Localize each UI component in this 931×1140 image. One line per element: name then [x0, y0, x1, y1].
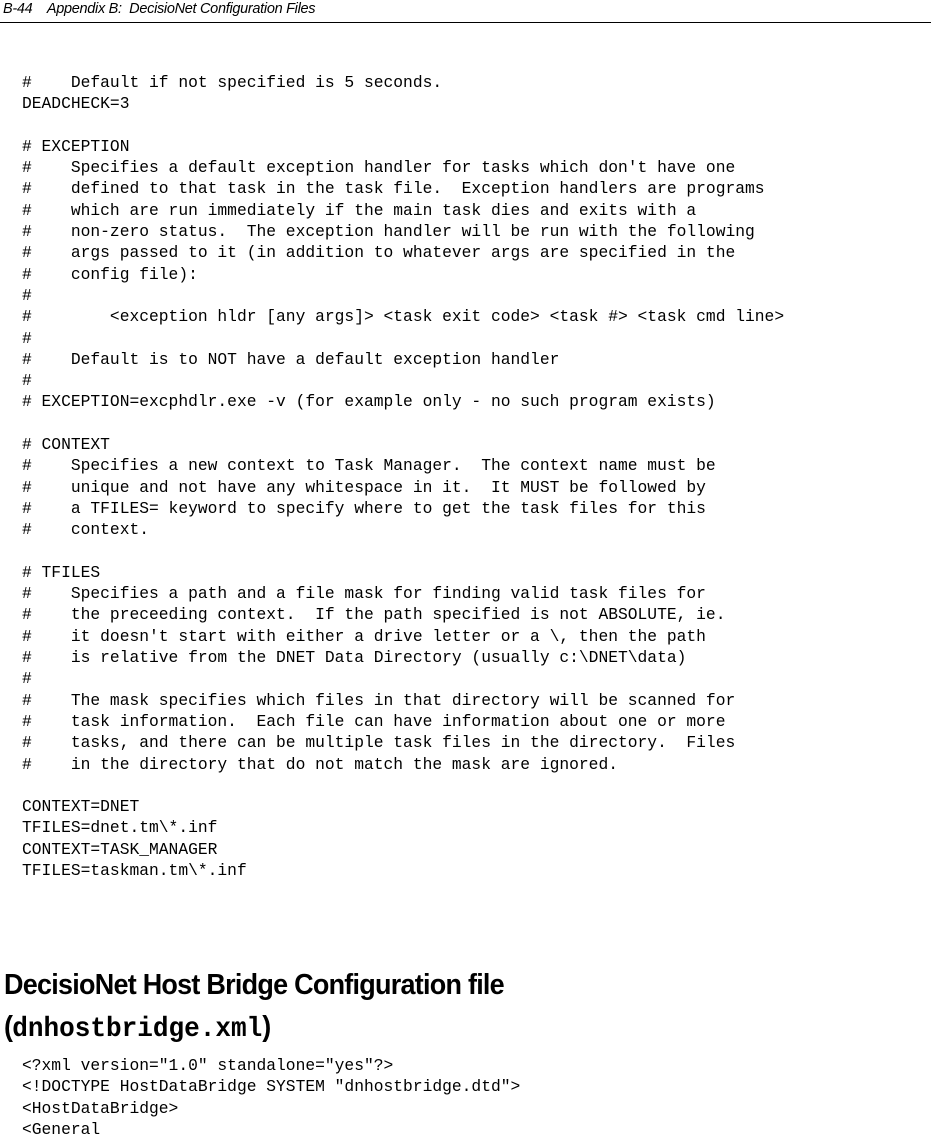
heading-filename-line [4, 1006, 504, 1051]
config-line: # [22, 669, 32, 689]
config-line: # [22, 371, 32, 391]
config-line: TFILES=taskman.tm\*.inf [22, 860, 247, 880]
xml-line: <HostDataBridge> [22, 1098, 179, 1118]
config-line: # CONTEXT [22, 435, 110, 455]
chapter-title: Appendix B: DecisioNet Configuration Files [46, 1, 316, 17]
config-line [22, 115, 784, 136]
config-line: # Specifies a default exception handler for tasks which don't have one [22, 158, 736, 178]
xml-line: <!DOCTYPE HostDataBridge SYSTEM "dnhostbridge.dtd"> [22, 1077, 521, 1097]
config-line: # tasks, and there can be multiple task files in the directory. Files [22, 733, 736, 753]
config-line: # defined to that task in the task file. Exception handlers are programs [22, 179, 765, 199]
config-line [22, 413, 784, 434]
config-line: # a TFILES= keyword to specify where to get the task files for this [22, 498, 706, 518]
xml-line: <?xml version="1.0" standalone="yes"?> [22, 1056, 394, 1075]
heading-title: DecisioNet Host Bridge Configuration file [4, 969, 504, 1001]
config-line: # args passed to it (in addition to whatever args are specified in the [22, 243, 736, 263]
config-line: # it doesn't start with either a drive letter or a \, then the path [22, 626, 706, 646]
config-line: TFILES=dnet.tm\*.inf [22, 818, 218, 838]
config-line: # context. [22, 520, 150, 540]
xml-file-listing [22, 1055, 520, 1140]
config-line: # the preceeding context. If the path specified is not ABSOLUTE, ie. [22, 605, 726, 625]
config-line: # config file): [22, 264, 198, 284]
heading-filename: dnhostbridge.xml [12, 1014, 263, 1045]
config-line: # in the directory that do not match the mask are ignored. [22, 754, 618, 774]
page-header [0, 0, 931, 23]
config-line: DEADCHECK=3 [22, 94, 130, 114]
config-line: # Default is to NOT have a default exception handler [22, 349, 560, 369]
config-line: # The mask specifies which files in that directory will be scanned for [22, 690, 736, 710]
config-line: # EXCEPTION=excphdlr.exe -v (for example only - no such program exists) [22, 392, 716, 412]
config-line: CONTEXT=DNET [22, 797, 140, 817]
config-line: # Specifies a new context to Task Manager. The context name must be [22, 456, 716, 476]
config-line: # TFILES [22, 562, 101, 582]
page-number: B-44 [3, 1, 33, 17]
xml-line: <General [22, 1119, 101, 1139]
config-line: # <exception hldr [any args]> <task exit code> <task #> <task cmd line> [22, 307, 785, 327]
config-line: # Default if not specified is 5 seconds. [22, 73, 443, 92]
header-text [3, 0, 315, 18]
config-line: # [22, 285, 32, 305]
config-line: # Specifies a path and a file mask for finding valid task files for [22, 584, 706, 604]
config-line: # is relative from the DNET Data Directory (usually c:\DNET\data) [22, 648, 687, 668]
config-line: CONTEXT=TASK_MANAGER [22, 839, 218, 859]
config-line: # [22, 328, 32, 348]
section-heading [4, 964, 504, 1051]
config-line: # which are run immediately if the main task dies and exits with a [22, 200, 697, 220]
config-file-listing [22, 72, 784, 881]
config-line [22, 541, 784, 562]
config-line: # unique and not have any whitespace in it. It MUST be followed by [22, 477, 706, 497]
config-line: # task information. Each file can have information about one or more [22, 711, 726, 731]
config-line [22, 775, 784, 796]
config-line: # EXCEPTION [22, 136, 130, 156]
paren-open: ( [4, 1011, 13, 1043]
paren-close: ) [262, 1011, 271, 1043]
config-line: # non-zero status. The exception handler will be run with the following [22, 222, 755, 242]
